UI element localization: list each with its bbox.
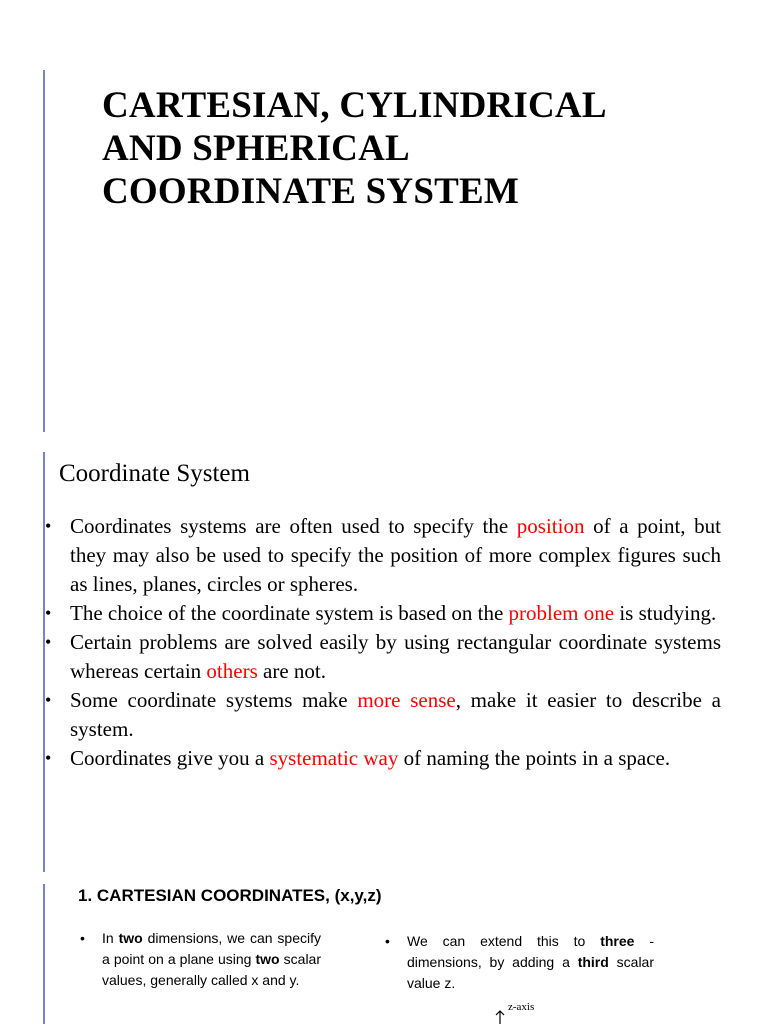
bullet-glyph: • [385,933,390,949]
bullet-list [45,512,721,773]
cartesian-coordinates-slide [0,872,768,1024]
bullet-text: of a point, but they may also be used to specify the position of more complex figures such as lines, planes, circles or spheres. [70,514,721,596]
bullet-item [45,744,721,773]
title-slide [0,0,768,440]
bullet-text: Coordinates give you a [70,746,270,770]
highlight-text: position [516,514,585,538]
bullet-text: of naming the points in a space. [398,746,671,770]
bullet-column-left [80,928,321,991]
bullet-text: In [102,930,119,946]
bold-text: two [255,951,280,967]
highlight-text: systematic way [269,746,399,770]
bullet-item [80,928,321,991]
bullet-text: scalar values, generally called x and y. [102,951,321,988]
bold-text: three [600,933,635,949]
bold-text: third [577,954,609,970]
highlight-text: problem one [508,601,615,625]
bullet-item [45,599,721,628]
bullet-item [45,686,721,744]
slide-heading: 1. CARTESIAN COORDINATES, (x,y,z) [78,886,382,905]
bullet-text: - dimensions, by adding a [407,933,654,970]
bullet-text: We can extend this to [407,933,601,949]
bullet-item [45,628,721,686]
bullet-text: dimensions, we can specify a point on a plane using [102,930,321,967]
highlight-text: others [206,659,258,683]
slide-accent-line [43,884,45,1024]
highlight-text: more sense [357,688,456,712]
bullet-glyph: • [45,516,52,536]
bullet-text: , make it easier to describe a system. [70,688,721,741]
bullet-text: The choice of the coordinate system is based on the [70,601,509,625]
bullet-text: Certain problems are solved easily by using rectangular coordinate systems whereas certain [70,630,721,683]
slide-accent-line [43,70,45,432]
bullet-text: are not. [257,659,326,683]
bullet-text: Some coordinate systems make [70,688,358,712]
bullet-glyph: • [45,690,52,710]
bullet-column-right [385,931,654,994]
title-line: CARTESIAN, CYLINDRICAL [102,85,607,126]
title-line: COORDINATE SYSTEM [102,171,519,212]
bullet-glyph: • [45,632,52,652]
bold-text: two [118,930,143,946]
slide-heading: Coordinate System [59,460,250,487]
bullet-item [45,512,721,599]
z-axis-arrow-icon [493,1010,507,1024]
title-line: AND SPHERICAL [102,128,410,169]
z-axis-label: z-axis [508,1001,535,1013]
presentation-title [102,84,742,213]
bullet-text: Coordinates systems are often used to specify the [70,514,517,538]
bullet-text: is studying. [614,601,717,625]
bullet-glyph: • [45,748,52,768]
bullet-item [385,931,654,994]
coordinate-system-slide [0,440,768,870]
bullet-glyph: • [80,930,85,946]
bullet-glyph: • [45,603,52,623]
bullet-text: scalar value z. [407,954,655,991]
